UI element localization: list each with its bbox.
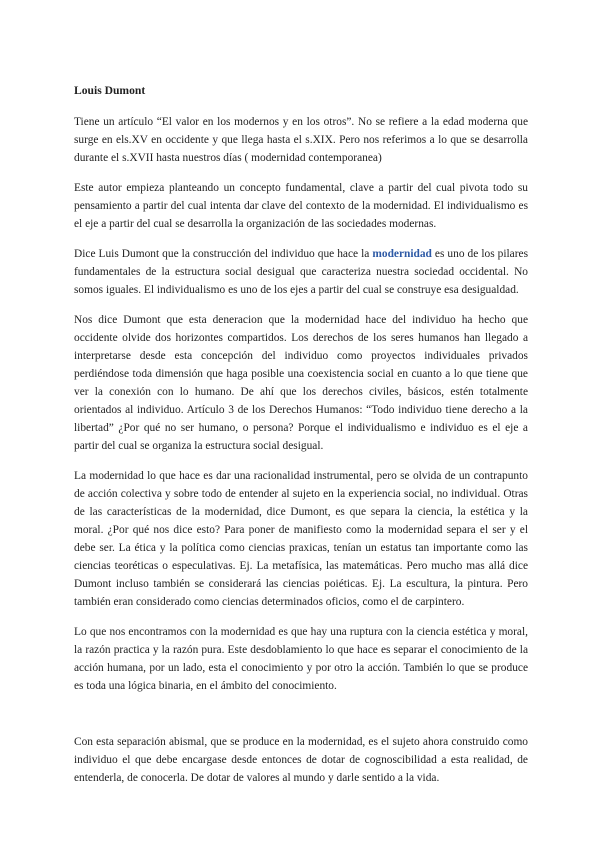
keyword-modernidad: modernidad bbox=[372, 248, 432, 260]
paragraph-intro: Tiene un artículo “El valor en los modernos y en los otros”. No se refiere a la edad moderna que surge en els.XV en occidente y que llega hasta el s.XIX. Pero nos referimos a lo que se desarrolla durante el s.XVII hasta nuestros días ( modernidad contemporanea) bbox=[74, 116, 528, 164]
paragraph-rights: Nos dice Dumont que esta deneracion que la modernidad hace del individuo ha hecho que occidente olvide dos horizontes compartidos. Los derechos de los seres humanos han llegado a interpretarse desde esta concepción del individuo como proyectos individuales privados perdiéndose toda dimensión que haga posible una coexistencia social en cuanto a lo que tiene que ver la conexión con lo humano. De ahí que los derechos civiles, básicos, estén totalmente orientados al individuo. Artículo 3 de los Derechos Humanos: “Todo individuo tiene derecho a la libertad” ¿Por qué no ser humano, o persona? Porque el individualismo e individuo es el eje a partir del cual se organiza la estructura social desigual. bbox=[74, 314, 528, 452]
document-body bbox=[74, 82, 528, 799]
paragraph-rupture: Lo que nos encontramos con la modernidad es que hay una ruptura con la ciencia estética y moral, la razón practica y la razón pura. Este desdoblamiento lo que hace es separar el conocimiento de la acción humana, por un lado, esta el conocimiento y por otro la acción. También lo que se produce es toda una lógica binaria, en el ámbito del conocimiento. bbox=[74, 626, 528, 692]
paragraph-rationality: La modernidad lo que hace es dar una racionalidad instrumental, pero se olvida de un contrapunto de acción colectiva y sobre todo de entender al sujeto en la experiencia social, no individual. Otras de las características de la modernidad, dice Dumont, es que separa la ciencia, la estética y la moral. ¿Por qué nos dice esto? Para poner de manifiesto como la modernidad separa el ser y el debe ser. La ética y la política como ciencias praxicas, tenían un estatus tan importante como las ciencias teoréticas o especulativas. Ej. La metafísica, las matemáticas. Pero mucho mas allá dice Dumont incluso también se considerará las ciencias poiéticas. Ej. La escultura, la pintura. Pero también eran considerado como ciencias determinados oficios, como el de carpintero. bbox=[74, 470, 528, 608]
paragraph-separation: Con esta separación abismal, que se produce en la modernidad, es el sujeto ahora construido como individuo el que debe encargase desde entonces de dotar de cognoscibilidad a esta realidad, de entenderla, de conocerla. De dotar de valores al mundo y darle sentido a la vida. bbox=[74, 736, 528, 784]
paragraph-gap bbox=[74, 707, 528, 733]
paragraph-individual-start: Dice Luis Dumont que la construcción del individuo que hace la bbox=[74, 248, 373, 260]
document-title: Louis Dumont bbox=[74, 84, 146, 97]
paragraph-individual bbox=[74, 245, 528, 299]
paragraph-individual-end: es uno de los pilares fundamentales de la estructura social desigual que caracteriza nuestra sociedad occidental. No somos iguales. El individualismo es uno de los ejes a partir del cual se construye esa desigualdad. bbox=[74, 248, 529, 296]
paragraph-concept: Este autor empieza planteando un concepto fundamental, clave a partir del cual pivota todo su pensamiento a partir del cual intenta dar clave del contexto de la modernidad. El individualismo es el eje a partir del cual se desarrolla la organización de las sociedades modernas. bbox=[74, 182, 528, 230]
